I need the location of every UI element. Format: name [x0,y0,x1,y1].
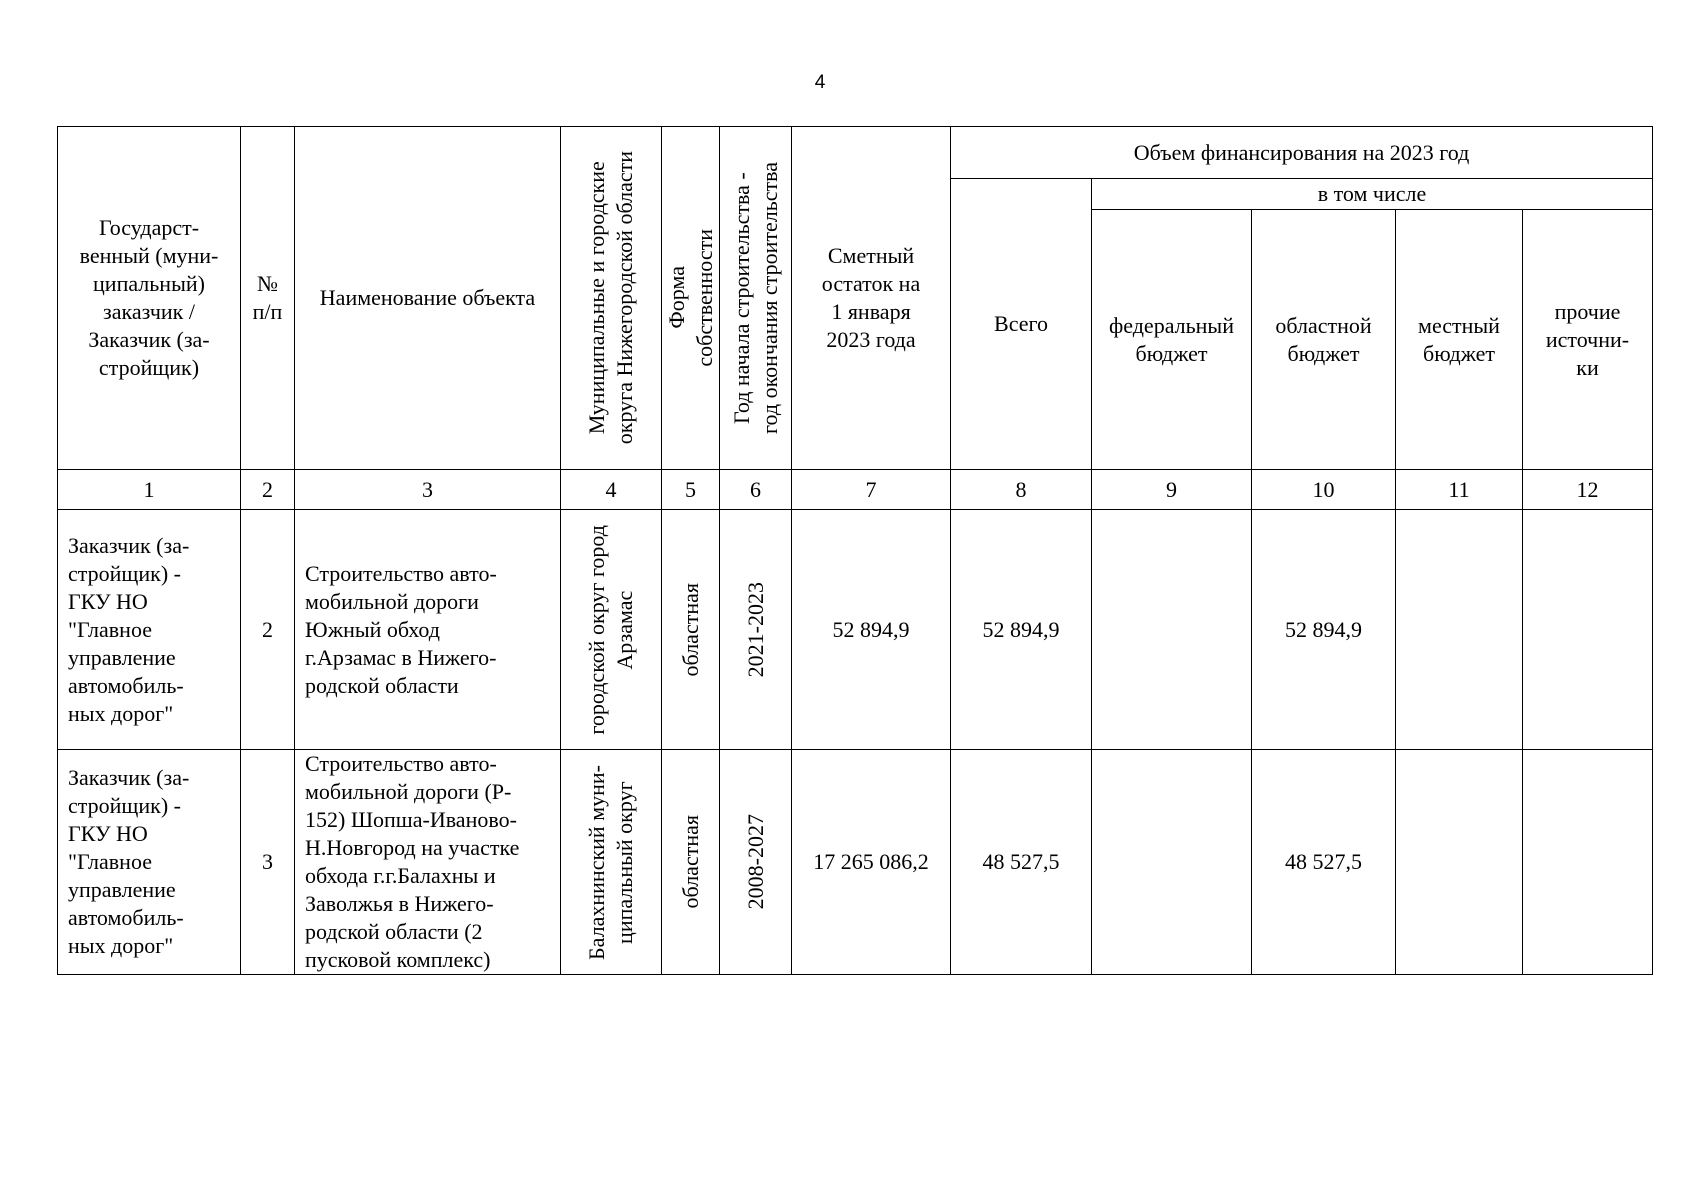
table-row [58,510,1653,750]
row-municipal-text: городской округ город Арзамас [584,524,637,735]
row-regional: 52 894,9 [1252,510,1396,750]
row-ownership-text: областная [677,815,703,909]
column-number-row [58,470,1653,510]
row-years-text: 2008-2027 [742,814,768,910]
header-years [720,127,792,470]
column-number: 8 [951,470,1092,510]
column-number: 4 [561,470,662,510]
row-ownership [662,510,720,750]
row-customer: Заказчик (за- стройщик) - ГКУ НО "Главное управление автомобиль- ных дорог" [58,510,241,750]
page-number: 4 [814,72,826,93]
column-number: 7 [792,470,951,510]
header-other: прочие источни- ки [1523,210,1653,470]
header-municipal [561,127,662,470]
row-federal [1092,750,1252,975]
column-number: 6 [720,470,792,510]
row-ownership-text: областная [677,582,703,677]
row-municipal [561,510,662,750]
row-ownership [662,750,720,975]
row-regional: 48 527,5 [1252,750,1396,975]
row-num: 2 [241,510,295,750]
header-municipal-text: Муниципальные и городские округа Нижегородской области [584,151,637,445]
header-local: местный бюджет [1396,210,1523,470]
row-estimate: 17 265 086,2 [792,750,951,975]
header-object-name: Наименование объекта [295,127,561,470]
financing-table [57,126,1653,975]
column-number: 11 [1396,470,1523,510]
column-number: 9 [1092,470,1252,510]
row-years-text: 2021-2023 [742,581,768,678]
row-federal [1092,510,1252,750]
header-funding: Объем финансирования на 2023 год [951,127,1653,179]
column-number: 12 [1523,470,1653,510]
header-num: № п/п [241,127,295,470]
row-total: 48 527,5 [951,750,1092,975]
header-federal: федеральный бюджет [1092,210,1252,470]
header-ownership-text: Форма собственности [663,229,717,367]
row-municipal [561,750,662,975]
header-regional: областной бюджет [1252,210,1396,470]
row-estimate: 52 894,9 [792,510,951,750]
row-customer: Заказчик (за- стройщик) - ГКУ НО "Главное управление автомобиль- ных дорог" [58,750,241,975]
column-number: 2 [241,470,295,510]
row-total: 52 894,9 [951,510,1092,750]
row-years [720,750,792,975]
row-other [1523,750,1653,975]
column-number: 5 [662,470,720,510]
header-total: Всего [951,179,1092,470]
row-local [1396,510,1523,750]
row-object-name: Строительство авто- мобильной дороги Южный обход г.Арзамас в Нижего- родской области [295,510,561,750]
header-customer: Государст- венный (муни- ципальный) заказчик / Заказчик (за- стройщик) [58,127,241,470]
header-estimate: Сметный остаток на 1 января 2023 года [792,127,951,470]
row-other [1523,510,1653,750]
header-years-text: Год начала строительства - год окончания строительства [728,162,782,434]
row-municipal-text: Балахнинский муни- ципальный округ [584,764,637,960]
row-object-name: Строительство авто- мобильной дороги (Р- 152) Шопша-Иваново- Н.Новгород на участке обхода г.г.Балахны и Заволжья в Нижего- родской области (2 пусковой комплекс) [295,750,561,975]
header-including: в том числе [1092,179,1653,210]
column-number: 1 [58,470,241,510]
row-num: 3 [241,750,295,975]
column-number: 10 [1252,470,1396,510]
column-number: 3 [295,470,561,510]
table-row [58,750,1653,975]
header-ownership [662,127,720,470]
row-local [1396,750,1523,975]
row-years [720,510,792,750]
